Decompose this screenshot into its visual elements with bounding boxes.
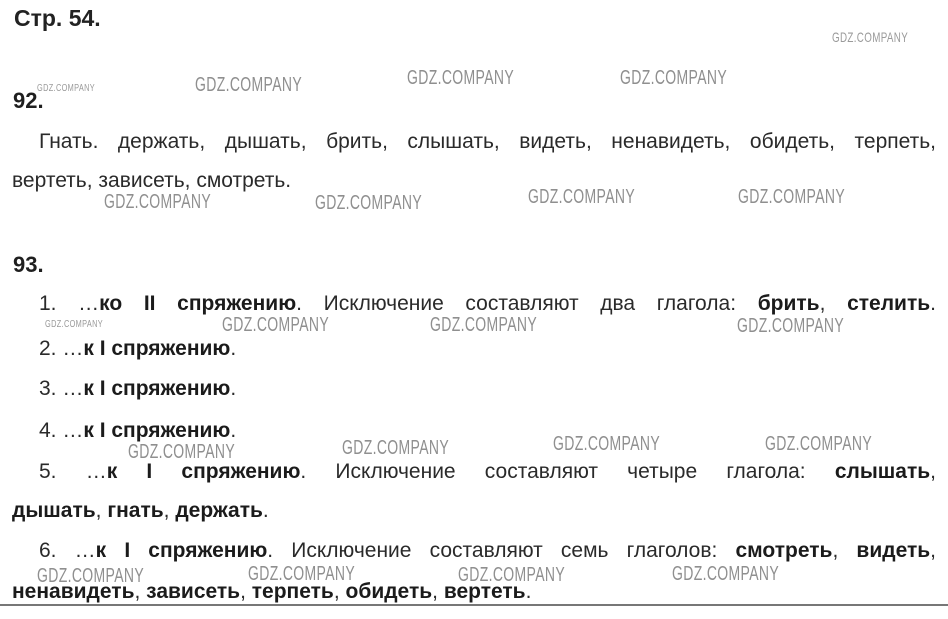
exercise-93-item-5-continuation: дышать, гнать, держать. (12, 499, 269, 522)
watermark: GDZ.COMPANY (104, 191, 212, 213)
watermark: GDZ.COMPANY (248, 563, 356, 585)
watermark: GDZ.COMPANY (37, 82, 96, 94)
watermark: GDZ.COMPANY (620, 67, 728, 89)
watermark: GDZ.COMPANY (195, 74, 303, 96)
watermark: GDZ.COMPANY (37, 565, 145, 587)
watermark: GDZ.COMPANY (407, 67, 515, 89)
watermark: GDZ.COMPANY (738, 186, 846, 208)
watermark: GDZ.COMPANY (315, 192, 423, 214)
exercise-93-item-2: 2. …к I спряжению. (39, 337, 237, 360)
watermark: GDZ.COMPANY (553, 433, 661, 455)
exercise-93-item-1: 1. …ко II спряжению. Исключение составляют два глагола: брить, стелить. (39, 292, 936, 315)
exercise-93-item-6-continuation: ненавидеть, зависеть, терпеть, обидеть, вертеть. (12, 580, 532, 603)
exercise-93-number: 93. (13, 252, 44, 277)
exercise-92-answer-line: Гнать. держать, дышать, брить, слышать, видеть, ненавидеть, обидеть, терпеть, (39, 130, 936, 153)
watermark: GDZ.COMPANY (430, 314, 538, 336)
exercise-93-item-5: 5. …к I спряжению. Исключение составляют четыре глагола: слышать, (39, 460, 937, 483)
watermark: GDZ.COMPANY (458, 564, 566, 586)
exercise-93-item-6: 6. …к I спряжению. Исключение составляют семь глаголов: смотреть, видеть, (39, 539, 937, 562)
watermark: GDZ.COMPANY (528, 186, 636, 208)
exercise-92-answer-line: вертеть, зависеть, смотреть. (12, 169, 292, 192)
exercise-93-item-3: 3. …к I спряжению. (39, 377, 237, 400)
exercise-93-item-4: 4. …к I спряжению. (39, 419, 237, 442)
page-title: Стр. 54. (14, 5, 101, 31)
watermark: GDZ.COMPANY (832, 29, 909, 45)
watermark: GDZ.COMPANY (765, 433, 873, 455)
watermark: GDZ.COMPANY (128, 441, 236, 463)
exercise-92-number: 92. (13, 88, 44, 113)
watermark: GDZ.COMPANY (45, 318, 104, 330)
watermark: GDZ.COMPANY (342, 437, 450, 459)
watermark: GDZ.COMPANY (737, 315, 845, 337)
watermark: GDZ.COMPANY (672, 563, 780, 585)
watermark: GDZ.COMPANY (222, 314, 330, 336)
